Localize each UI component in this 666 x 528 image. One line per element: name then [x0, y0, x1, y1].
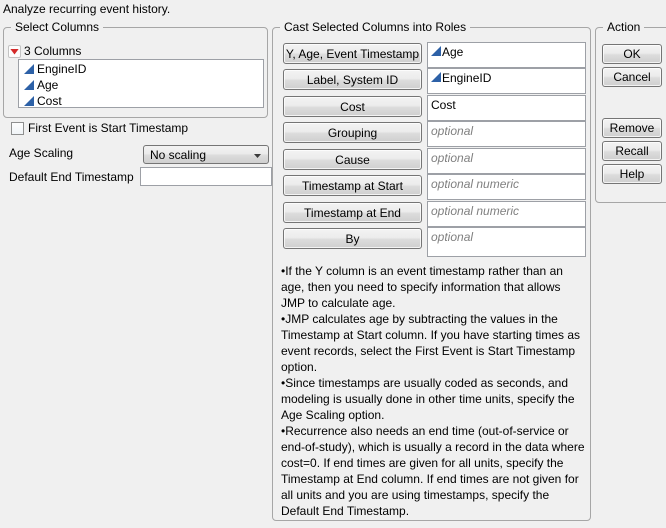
role-field-placeholder: optional numeric — [431, 177, 520, 191]
age-scaling-value: No scaling — [150, 147, 207, 162]
role-field-cause[interactable] — [427, 148, 586, 174]
instruction-text: Analyze recurring event history. — [3, 2, 171, 16]
help-note: •If the Y column is an event timestamp rather than an age, then you need to specify information that allows JMP to calculate age. — [281, 264, 563, 310]
role-field-placeholder: optional — [431, 124, 474, 138]
roles-help-text — [281, 263, 585, 519]
column-item-cost[interactable] — [19, 93, 263, 109]
role-button-cost[interactable]: Cost — [283, 96, 422, 117]
role-button-by[interactable]: By — [283, 228, 422, 249]
remove-button[interactable]: Remove — [602, 118, 662, 138]
cast-roles-panel — [272, 20, 591, 521]
role-button-label-system-id[interactable]: Label, System ID — [283, 69, 422, 90]
columns-count-label: 3 Columns — [24, 44, 82, 58]
continuous-column-icon — [431, 72, 441, 82]
role-field-by[interactable] — [427, 227, 586, 257]
continuous-column-icon — [431, 46, 441, 56]
help-note: •JMP calculates age by subtracting the values in the Timestamp at Start column. If you have starting times as event records, select the First Event is Start Timestamp option. — [281, 312, 581, 374]
role-button-y-age-event-timestamp[interactable]: Y, Age, Event Timestamp — [283, 43, 422, 64]
role-field-placeholder: optional — [431, 230, 474, 244]
continuous-column-icon — [24, 64, 34, 74]
age-scaling-label: Age Scaling — [9, 146, 74, 160]
help-button[interactable]: Help — [602, 164, 662, 184]
default-end-timestamp-label: Default End Timestamp — [9, 170, 134, 184]
recall-button[interactable]: Recall — [602, 141, 662, 161]
cast-roles-title: Cast Selected Columns into Roles — [280, 21, 470, 34]
default-end-timestamp-input[interactable] — [140, 167, 272, 186]
role-field-y-age-event-timestamp[interactable] — [427, 42, 586, 68]
columns-popup-button[interactable] — [8, 45, 21, 58]
role-field-placeholder: optional — [431, 151, 474, 165]
action-title: Action — [603, 21, 644, 34]
ok-button[interactable]: OK — [602, 44, 662, 64]
column-item-label: Age — [37, 78, 59, 92]
first-event-checkbox[interactable] — [11, 122, 24, 135]
column-item-label: EngineID — [37, 62, 87, 76]
help-note: •Recurrence also needs an end time (out-of-service or end-of-study), which is usually a record in the data where cost=0. If end times are given for all units, specify the Timestamp at End column. If end times are not given for all units and you are using timestamps, specify the Default End Timestamp. — [281, 424, 585, 518]
role-field-timestamp-at-start[interactable] — [427, 174, 586, 200]
role-field-placeholder: optional numeric — [431, 204, 520, 218]
role-field-value: EngineID — [442, 71, 492, 85]
continuous-column-icon — [24, 96, 34, 106]
cancel-button[interactable]: Cancel — [602, 67, 662, 87]
column-item-engineid[interactable] — [19, 61, 263, 77]
continuous-column-icon — [24, 80, 34, 90]
red-triangle-icon — [10, 49, 19, 55]
role-button-cause[interactable]: Cause — [283, 149, 422, 170]
role-button-timestamp-at-start[interactable]: Timestamp at Start — [283, 175, 422, 196]
role-button-timestamp-at-end[interactable]: Timestamp at End — [283, 202, 422, 223]
help-note: •Since timestamps are usually coded as seconds, and modeling is usually done in other time units, specify the Age Scaling option. — [281, 376, 575, 422]
select-columns-panel — [3, 20, 268, 118]
role-field-label-system-id[interactable] — [427, 68, 586, 94]
column-item-label: Cost — [37, 94, 62, 108]
action-panel — [595, 20, 666, 203]
column-item-age[interactable] — [19, 77, 263, 93]
role-field-value: Age — [442, 45, 464, 59]
role-button-grouping[interactable]: Grouping — [283, 122, 422, 143]
columns-listbox[interactable] — [18, 59, 264, 108]
first-event-checkbox-label[interactable]: First Event is Start Timestamp — [28, 121, 189, 135]
chevron-down-icon — [254, 154, 261, 158]
role-field-cost[interactable] — [427, 95, 586, 121]
role-field-timestamp-at-end[interactable] — [427, 201, 586, 227]
role-field-grouping[interactable] — [427, 121, 586, 147]
age-scaling-dropdown[interactable] — [143, 145, 269, 164]
select-columns-title: Select Columns — [11, 21, 103, 34]
role-field-value: Cost — [431, 98, 456, 112]
